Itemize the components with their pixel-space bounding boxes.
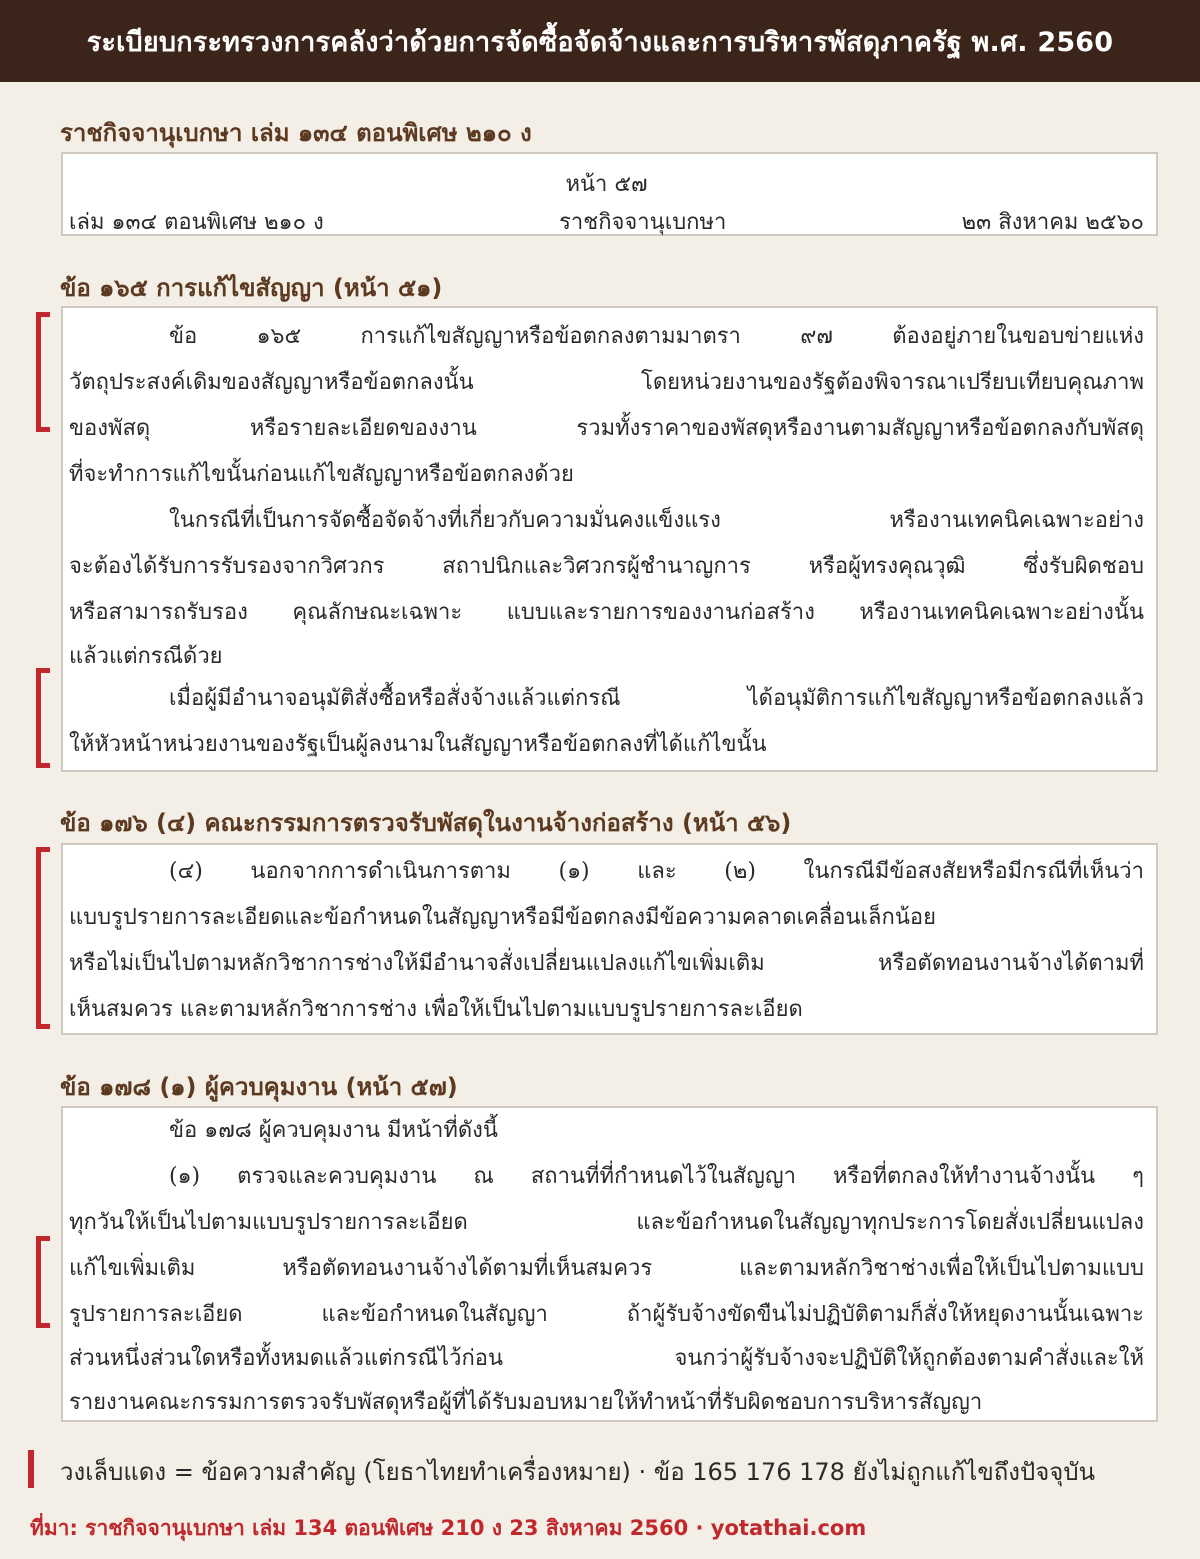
gazette-date: ๒๓ สิงหาคม ๒๕๖๐ bbox=[961, 210, 1144, 235]
source-citation: ที่มา: ราชกิจจานุเบกษา เล่ม 134 ตอนพิเศษ 210 ง 23 สิงหาคม 2560 · yotathai.com bbox=[30, 1516, 867, 1540]
legend-text: วงเล็บแดง = ข้อความสำคัญ (โยธาไทยทำเครื่องหมาย) · ข้อ 165 176 178 ยังไม่ถูกแก้ไขถึงปัจจุบัน bbox=[60, 1458, 1096, 1486]
text-line: แก้ไขเพิ่มเติม หรือตัดทอนงานจ้างได้ตามที่เห็นสมควร และตามหลักวิชาช่างเพื่อให้เป็นไปตามแบบ bbox=[69, 1256, 1144, 1281]
clause176-heading: ข้อ ๑๗๖ (๔) คณะกรรมการตรวจรับพัสดุในงานจ้างก่อสร้าง (หน้า ๕๖) bbox=[60, 809, 792, 837]
text-line: รูปรายการละเอียด และข้อกำหนดในสัญญา ถ้าผู้รับจ้างขัดขืนไม่ปฏิบัติตามก็สั่งให้หยุดงานนั้นเฉพาะ bbox=[69, 1302, 1144, 1327]
gazette-page-label: หน้า ๕๗ bbox=[565, 172, 648, 197]
document-title: ระเบียบกระทรวงการคลังว่าด้วยการจัดซื้อจัดจ้างและการบริหารพัสดุภาครัฐ พ.ศ. 2560 bbox=[86, 26, 1114, 58]
text-line: ที่จะทำการแก้ไขนั้นก่อนแก้ไขสัญญาหรือข้อตกลงด้วย bbox=[69, 462, 574, 487]
clause178-text-box bbox=[61, 1106, 1158, 1422]
text-line: วัตถุประสงค์เดิมของสัญญาหรือข้อตกลงนั้น โดยหน่วยงานของรัฐต้องพิจารณาเปรียบเทียบคุณภาพ bbox=[69, 370, 1144, 395]
text-line: แล้วแต่กรณีด้วย bbox=[69, 644, 223, 669]
text-line: จะต้องได้รับการรับรองจากวิศวกร สถาปนิกและวิศวกรผู้ชำนาญการ หรือผู้ทรงคุณวุฒิ ซึ่งรับผิดชอบ bbox=[69, 554, 1144, 579]
red-bracket-marker bbox=[36, 847, 50, 1029]
document-title-bar bbox=[0, 0, 1200, 82]
gazette-volume: เล่ม ๑๓๔ ตอนพิเศษ ๒๑๐ ง bbox=[69, 210, 324, 235]
text-line: ทุกวันให้เป็นไปตามแบบรูปรายการละเอียด และข้อกำหนดในสัญญาทุกประการโดยสั่งเปลี่ยนแปลง bbox=[69, 1210, 1144, 1235]
red-bracket-marker bbox=[36, 1236, 50, 1328]
text-line: ส่วนหนึ่งส่วนใดหรือทั้งหมดแล้วแต่กรณีไว้ก่อน จนกว่าผู้รับจ้างจะปฏิบัติให้ถูกต้องตามคำสั่งและให้ bbox=[69, 1346, 1144, 1371]
text-line: ของพัสดุ หรือรายละเอียดของงาน รวมทั้งราคาของพัสดุหรืองานตามสัญญาหรือข้อตกลงกับพัสดุ bbox=[69, 416, 1144, 441]
text-line: รายงานคณะกรรมการตรวจรับพัสดุหรือผู้ที่ได้รับมอบหมายให้ทำหน้าที่รับผิดชอบการบริหารสัญญา bbox=[69, 1390, 983, 1415]
red-bracket-marker bbox=[36, 668, 50, 768]
text-line: ข้อ ๑๖๕ การแก้ไขสัญญาหรือข้อตกลงตามมาตรา ๙๗ ต้องอยู่ภายในขอบข่ายแห่ง bbox=[169, 324, 1144, 349]
gazette-heading: ราชกิจจานุเบกษา เล่ม ๑๓๔ ตอนพิเศษ ๒๑๐ ง bbox=[60, 119, 532, 147]
text-line: หรือไม่เป็นไปตามหลักวิชาการช่างให้มีอำนาจสั่งเปลี่ยนแปลงแก้ไขเพิ่มเติม หรือตัดทอนงานจ้างได้ตามที่ bbox=[69, 951, 1144, 976]
text-line: (๔) นอกจากการดำเนินการตาม (๑) และ (๒) ในกรณีมีข้อสงสัยหรือมีกรณีที่เห็นว่า bbox=[169, 859, 1144, 884]
gazette-info-row bbox=[69, 204, 1144, 239]
text-line: หรือสามารถรับรอง คุณลักษณะเฉพาะ แบบและรายการของงานก่อสร้าง หรืองานเทคนิคเฉพาะอย่างนั้น bbox=[69, 600, 1144, 625]
clause176-text-box bbox=[61, 843, 1158, 1035]
text-line: ให้หัวหน้าหน่วยงานของรัฐเป็นผู้ลงนามในสัญญาหรือข้อตกลงที่ได้แก้ไขนั้น bbox=[69, 732, 767, 757]
clause165-heading: ข้อ ๑๖๕ การแก้ไขสัญญา (หน้า ๕๑) bbox=[60, 274, 443, 302]
text-line: เห็นสมควร และตามหลักวิชาการช่าง เพื่อให้เป็นไปตามแบบรูปรายการละเอียด bbox=[69, 997, 803, 1022]
text-line: เมื่อผู้มีอำนาจอนุมัติสั่งซื้อหรือสั่งจ้างแล้วแต่กรณี ได้อนุมัติการแก้ไขสัญญาหรือข้อตกลงแล้ว bbox=[169, 686, 1144, 711]
text-line: แบบรูปรายการละเอียดและข้อกำหนดในสัญญาหรือมีข้อตกลงมีข้อความคลาดเคลื่อนเล็กน้อย bbox=[69, 905, 937, 930]
clause165-text-box bbox=[61, 306, 1158, 772]
text-line: ในกรณีที่เป็นการจัดซื้อจัดจ้างที่เกี่ยวกับความมั่นคงแข็งแรง หรืองานเทคนิคเฉพาะอย่าง bbox=[169, 508, 1144, 533]
text-line: ข้อ ๑๗๘ ผู้ควบคุมงาน มีหน้าที่ดังนี้ bbox=[169, 1118, 498, 1143]
gazette-header-box bbox=[61, 152, 1158, 236]
clause178-heading: ข้อ ๑๗๘ (๑) ผู้ควบคุมงาน (หน้า ๕๗) bbox=[60, 1073, 458, 1101]
legend-marker bbox=[28, 1450, 34, 1488]
red-bracket-marker bbox=[36, 312, 50, 432]
text-line: (๑) ตรวจและควบคุมงาน ณ สถานที่ที่กำหนดไว้ในสัญญา หรือที่ตกลงให้ทำงานจ้างนั้น ๆ bbox=[169, 1164, 1144, 1189]
gazette-publication: ราชกิจจานุเบกษา bbox=[559, 210, 727, 235]
